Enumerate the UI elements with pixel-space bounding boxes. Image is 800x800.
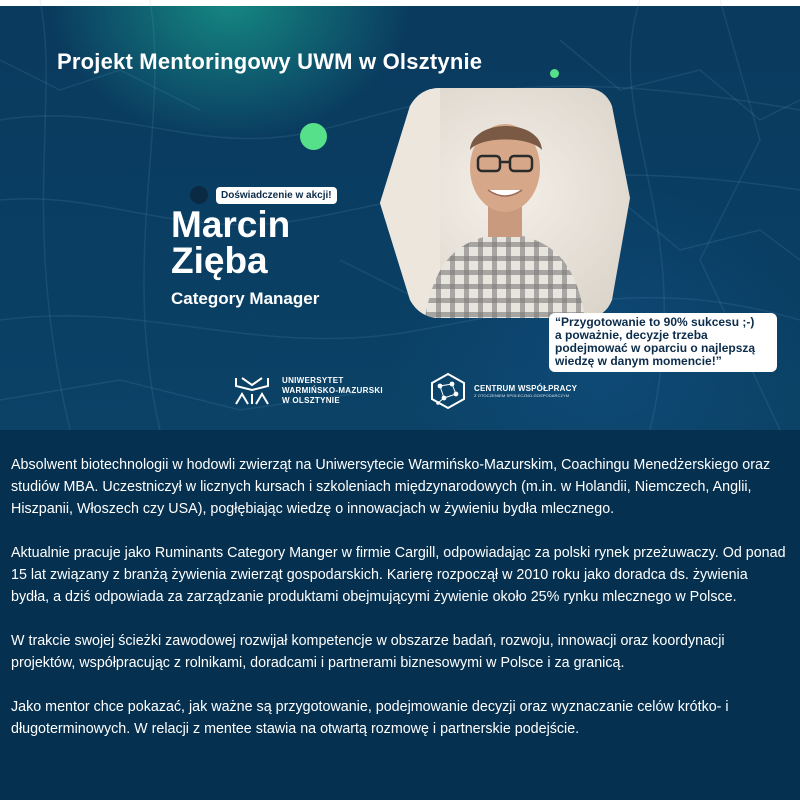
uwm-logo-line: W OLSZTYNIE [282,396,340,405]
network-hexagon-icon [428,372,468,410]
bio-paragraph: Jako mentor chce pokazać, jak ważne są przygotowanie, podejmowanie decyzji oraz wyznaczanie celów krótko- i długoterminowych. W relacji z mentee stawia na otwartą rozmowę i partnerskie podejście. [11,699,729,737]
quote-line: podejmować w oparciu o najlepszą [555,341,756,355]
mentor-last-name: Zięba [171,240,268,281]
mentor-bio [11,454,786,762]
experience-badge: Doświadczenie w akcji! [216,187,337,204]
centrum-logo-text [474,384,577,398]
bio-paragraph: Aktualnie pracuje jako Ruminants Category Manger w firmie Cargill, odpowiadając za polski rynek przeżuwaczy. Od ponad 15 lat związany z branżą żywienia zwierząt gospodarskich. Karierę rozpoczął w 2010 roku jako doradca ds. żywienia bydła, a dziś odpowiada za zarządzanie produktami obejmującymi żywienie około 25% rynku mlecznego w Polsce. [11,545,786,605]
uwm-logo-text [282,376,383,406]
page-title: Projekt Mentoringowy UWM w Olsztynie [57,49,483,74]
centrum-logo [428,372,577,410]
mentor-first-name: Marcin [171,204,291,245]
centrum-subtitle: Z OTOCZENIEM SPOŁECZNO-GOSPODARCZYM [474,393,570,398]
mentor-name [171,204,291,281]
uwm-logo-line: WARMIŃSKO-MAZURSKI [282,386,383,395]
decorative-dot-dark [190,186,208,204]
mentor-photo [380,88,630,318]
mentor-role: Category Manager [171,289,320,308]
uwm-logo-line: UNIWERSYTET [282,376,344,385]
decorative-dot-large [300,123,327,150]
uwm-emblem-icon [232,374,272,408]
uwm-logo [232,374,383,408]
quote-line: “Przygotowanie to 90% sukcesu ;-) [555,315,755,329]
decorative-dot-small [550,69,559,78]
mentor-quote [549,313,777,372]
centrum-name: CENTRUM WSPÓŁPRACY [474,384,578,393]
bio-paragraph: Absolwent biotechnologii w hodowli zwierząt na Uniwersytecie Warmińsko-Mazurskim, Coachingu Menedżerskiego oraz studiów MBA. Uczestniczył w licznych kursach i szkoleniach międzynarodowych (m.in. w Holandii, Niemczech, Anglii, Hiszpanii, Włoszech czy USA), pogłębiając wiedzę o innowacjach w żywieniu bydła mlecznego. [11,457,771,517]
quote-line: a poważnie, decyzje trzeba [555,328,708,342]
bio-paragraph: W trakcie swojej ścieżki zawodowej rozwijał kompetencje w obszarze badań, rozwoju, innowacji oraz koordynacji projektów, współpracując z rolnikami, doradcami i partnerami biznesowymi w Polsce i za granicą. [11,633,725,671]
quote-line: wiedzę w danym momencie!” [555,354,722,368]
